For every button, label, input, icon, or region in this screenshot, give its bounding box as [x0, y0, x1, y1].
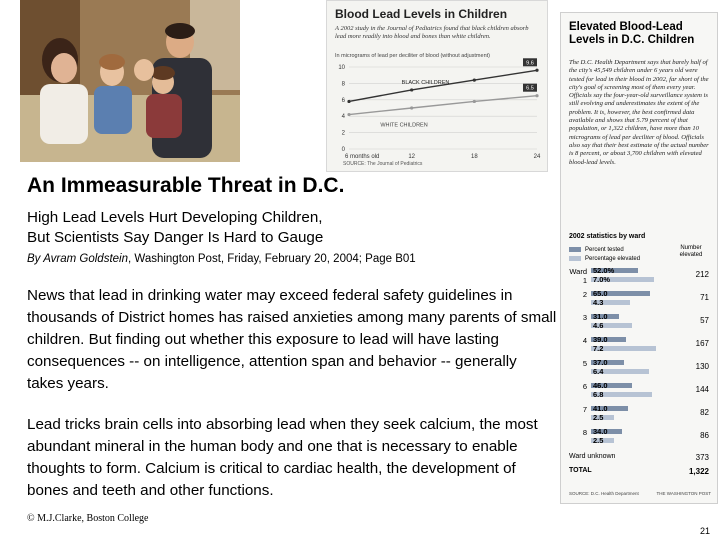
tested-value: 41.0 — [593, 404, 608, 413]
y-tick-label: 10 — [338, 65, 345, 71]
tested-value: 52.0% — [593, 266, 615, 275]
number-elevated-value: 212 — [695, 270, 709, 279]
number-elevated-value: 71 — [700, 293, 709, 302]
y-tick-label: 4 — [341, 114, 345, 121]
x-tick-label: 12 — [408, 154, 416, 160]
tested-value: 31.0 — [593, 312, 608, 321]
elevated-pct-value: 7.0% — [593, 275, 611, 284]
series-point — [473, 100, 476, 103]
series-point — [347, 100, 350, 103]
elevated-pct-value: 6.8 — [593, 390, 604, 399]
ward-label: 4 — [582, 336, 587, 345]
ward-row — [565, 405, 715, 427]
elevated-pct-value: 7.2 — [593, 344, 604, 353]
series-point — [347, 113, 350, 116]
copyright-notice: © M.J.Clarke, Boston College — [27, 513, 149, 524]
article-headline: An Immeasurable Threat in D.C. — [27, 174, 345, 197]
ward-label: 2 — [582, 290, 587, 299]
ward-label: 5 — [582, 359, 587, 368]
elevated-pct-value: 2.5 — [593, 413, 604, 422]
ward-stats-sidebar — [560, 12, 718, 504]
article-subhead — [27, 208, 323, 247]
total-label: TOTAL — [569, 467, 592, 474]
ward-label: 7 — [582, 405, 587, 414]
y-tick-label: 8 — [341, 81, 345, 88]
series-point — [473, 79, 476, 82]
subhead-line-1: High Lead Levels Hurt Developing Children, — [27, 209, 323, 226]
y-tick-label: 0 — [341, 147, 345, 153]
ward-row — [565, 267, 715, 289]
number-elevated-value: 86 — [700, 431, 709, 440]
number-elevated-value: 167 — [695, 339, 709, 348]
elevated-pct-value: 4.6 — [593, 321, 604, 330]
article-byline — [27, 253, 416, 265]
ward-label: 3 — [582, 313, 587, 322]
x-tick-label: 24 — [533, 154, 541, 160]
y-tick-label: 2 — [341, 130, 345, 137]
sidebar-credit: THE WASHINGTON POST — [656, 491, 711, 496]
x-tick-label: 6 months old — [345, 154, 380, 160]
series-label-white: WHITE CHILDREN — [380, 122, 428, 129]
ward-unknown-label: Ward unknown — [569, 453, 616, 460]
family-photo — [20, 0, 240, 162]
total-row — [565, 467, 715, 489]
ward-row — [565, 428, 715, 450]
y-tick-label: 6 — [341, 97, 345, 104]
legend-elevated — [569, 254, 640, 263]
series-label-black: BLACK CHILDREN — [401, 79, 450, 86]
legend-tested — [569, 245, 640, 254]
sidebar-body: The D.C. Health Department says that barely half of the city's 45,549 children under 6 years old were tested for lead in their blood in 2002, far short of the city's goal of screening most of them every year. Officials say the four-year-old surveillance system is still evolving and underestimates the extent of the problem. It is, however, the best confirmed data available and shows that 5.79 percent of that population, or 1,322 children, have more than 10 micrograms of lead per deciliter of blood. Officials also say that their best estimate of the actual number is 8 percent, or about 3,700 children with elevated blood-lead levels. — [569, 59, 709, 166]
byline-rest: , Washington Post, Friday, February 20, 2004; Page B01 — [128, 253, 416, 265]
byline-prefix: By — [27, 253, 44, 265]
end-value-label: 6.5 — [526, 85, 534, 92]
ward-label: 8 — [582, 428, 587, 437]
stats-legend — [569, 245, 640, 263]
number-elevated-value: 82 — [700, 408, 709, 417]
ward-unknown-value: 373 — [695, 453, 709, 462]
article-paragraph-1: News that lead in drinking water may exceed federal safety guidelines in thousands of District homes has raised anxieties among many parents of small children. But finding out whether this exposure to lead will have lasting consequences -- on intelligence, attention span and behavior -- generally takes years. — [27, 287, 557, 392]
legend-tested-swatch — [569, 247, 581, 252]
elevated-pct-value: 2.5 — [593, 436, 604, 445]
ward-row — [565, 290, 715, 312]
end-value-label: 9.6 — [526, 60, 534, 67]
legend-elevated-swatch — [569, 256, 581, 261]
legend-elevated-label: Percentage elevated — [585, 255, 641, 262]
tested-value: 34.0 — [593, 427, 608, 436]
sidebar-title: Elevated Blood-Lead Levels in D.C. Children — [569, 21, 695, 46]
chart-title: Blood Lead Levels in Children — [335, 7, 508, 21]
chart-unit-label: In micrograms of lead per deciliter of blood (without adjustment) — [335, 53, 490, 59]
x-tick-label: 18 — [470, 154, 478, 160]
line-chart-plot — [327, 1, 549, 173]
tested-value: 37.0 — [593, 358, 608, 367]
ward-label: 6 — [582, 382, 587, 391]
series-point — [410, 88, 413, 91]
elevated-pct-value: 4.3 — [593, 298, 604, 307]
series-line — [349, 96, 537, 115]
number-elevated-value: 144 — [695, 385, 709, 394]
chart-intro: A 2002 study in the Journal of Pediatrics found that black children absorb lead more readily into blood and bones than white children. — [335, 25, 529, 40]
number-elevated-header: Number elevated — [679, 245, 703, 258]
subhead-line-2: But Scientists Say Danger Is Hard to Gauge — [27, 228, 324, 246]
number-elevated-value: 130 — [695, 362, 709, 371]
stats-title: 2002 statistics by ward — [569, 233, 646, 240]
page-number: 21 — [699, 526, 710, 536]
ward-row — [565, 336, 715, 358]
tested-value: 46.0 — [593, 381, 608, 390]
series-point — [410, 106, 413, 109]
ward-label: Ward 1 — [569, 267, 587, 285]
blood-lead-line-chart — [326, 0, 548, 172]
series-point — [535, 69, 538, 72]
tested-value: 65.0 — [593, 289, 608, 298]
ward-row — [565, 382, 715, 404]
tested-value: 39.0 — [593, 335, 608, 344]
ward-row — [565, 359, 715, 381]
article-paragraph-2: Lead tricks brain cells into absorbing lead when they seek calcium, the most abundant mineral in the human body and one that is necessary to enable thoughts to form. Calcium is critical to cardiac health, the development of bones and teeth and other functions. — [27, 416, 538, 499]
total-value: 1,322 — [688, 467, 709, 476]
legend-tested-label: Percent tested — [585, 246, 624, 253]
series-point — [535, 94, 538, 97]
chart-source: SOURCE: The Journal of Pediatrics — [343, 161, 423, 167]
sidebar-source: SOURCE: D.C. Health Department — [569, 491, 639, 496]
ward-row — [565, 313, 715, 335]
number-elevated-value: 57 — [700, 316, 709, 325]
elevated-pct-value: 6.4 — [593, 367, 604, 376]
byline-author: Avram Goldstein — [43, 253, 128, 265]
